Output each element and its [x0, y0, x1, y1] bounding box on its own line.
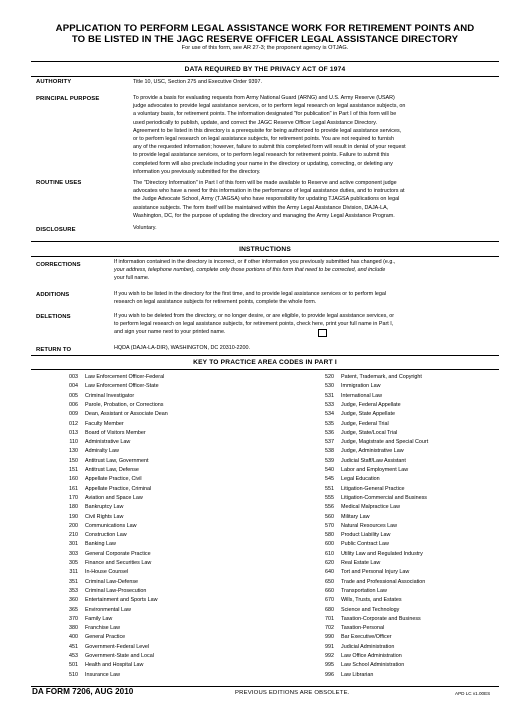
practice-code-name: Family Law [85, 615, 113, 622]
practice-code-name: Judge, Federal Appellate [341, 401, 401, 408]
practice-code-number: 990 [325, 634, 334, 641]
practice-code-name: In-House Counsel [85, 569, 129, 576]
practice-code-number: 560 [325, 513, 334, 520]
form-subtitle: For use of this form, see AR 27-3; the proponent agency is OTJAG. [181, 45, 349, 51]
practice-code-number: 991 [325, 643, 334, 650]
practice-code-name: Admiralty Law [85, 448, 119, 455]
practice-code-number: 580 [325, 532, 334, 539]
practice-code-name: Civil Rights Law [85, 513, 124, 520]
previous-editions-notice: PREVIOUS EDITIONS ARE OBSOLETE. [235, 690, 350, 696]
practice-code-number: 510 [69, 671, 78, 678]
practice-code-number: 600 [325, 541, 334, 548]
practice-code-name: Appellate Practice, Criminal [85, 485, 152, 492]
form-title-line-2: TO BE LISTED IN THE JAGC RESERVE OFFICER LEGAL ASSISTANCE DIRECTORY [71, 34, 459, 45]
practice-code-number: 538 [325, 448, 334, 455]
practice-code-name: Wills, Trusts, and Estates [341, 597, 402, 604]
practice-code-name: Law School Administration [341, 662, 405, 669]
disclosure-label: DISCLOSURE [36, 227, 76, 233]
practice-code-number: 006 [69, 401, 78, 408]
practice-code-name: Aviation and Space Law [85, 494, 143, 501]
practice-code-number: 540 [325, 467, 334, 473]
practice-code-number: 353 [69, 587, 78, 594]
practice-code-number: 536 [325, 429, 334, 436]
practice-code-name: Insurance Law [85, 671, 121, 678]
practice-code-name: Judicial Staff/Law Assistant [341, 457, 406, 464]
practice-code-number: 555 [325, 494, 334, 501]
practice-code-name: Faculty Member [85, 420, 124, 427]
practice-code-name: Immigration Law [341, 383, 381, 390]
return-to-label: RETURN TO [36, 347, 72, 353]
practice-code-number: 533 [325, 401, 334, 408]
practice-code-number: 009 [69, 411, 78, 418]
practice-code-name: Franchise Law [85, 625, 121, 632]
practice-code-number: 150 [69, 457, 78, 464]
practice-code-number: 996 [325, 671, 334, 678]
practice-code-number: 701 [325, 615, 334, 622]
practice-codes-left-column [58, 374, 278, 694]
practice-code-name: Trade and Professional Association [341, 578, 426, 585]
principal-purpose-text: To provide a basis for evaluating requests from Army National Guard (ARNG) and U.S. Army Reserve (USAR) judge advocates to provide legal assistance services, or to perform legal research on legal assistance subjects, on a voluntary basis, for retirement points. The information designated "for publication" in Part I of this form will be used periodically to publish, update, and correct the JAGC Reserve Officer Legal Assistance Directory. Agreement to be listed in this directory is a prerequisite for being authorized to provide legal assistance services, or to perform legal research on legal assistance subjects, for retirement points. You are not required to furnish any of the requested information; however, failure to submit this completed form will result in denial of your request to provide legal assistance services, or to perform legal research for retirement points. Failure to submit this completed form will also preclude including your name in the directory or updating, correcting, or deleting any information you previously submitted for the directory. [133, 95, 406, 175]
form-number: DA FORM 7206, AUG 2010 [32, 687, 134, 696]
practice-code-number: 190 [69, 513, 78, 520]
divider [31, 355, 499, 356]
practice-code-number: 301 [69, 541, 78, 548]
practice-code-name: Dean, Assistant or Associate Dean [85, 411, 168, 418]
practice-code-number: 995 [325, 662, 334, 669]
practice-code-number: 537 [325, 439, 334, 446]
practice-code-number: 360 [69, 597, 78, 604]
practice-code-name: Law Enforcement Officer-Federal [85, 374, 165, 380]
divider [31, 256, 499, 257]
practice-code-number: 702 [325, 625, 334, 632]
practice-codes-heading: KEY TO PRACTICE AREA CODES IN PART I [193, 359, 337, 366]
practice-code-name: Science and Technology [341, 606, 400, 613]
deletions-text: If you wish to be deleted from the directory, or no longer desire, or are eligible, to provide legal assistance services, or to perform legal research on legal assistance subjects, for retirement points, check here, print your full name in Part I, and sign your name next to your printed name. [114, 313, 395, 336]
practice-code-number: 012 [69, 420, 78, 427]
authority-text: Title 10, USC, Section 275 and Executive Order 9397. [133, 79, 262, 85]
practice-code-name: Communications Law [85, 522, 137, 529]
practice-code-number: 520 [325, 374, 334, 380]
practice-code-name: Government-Federal Level [85, 643, 150, 650]
practice-code-name: Military Law [341, 513, 370, 520]
practice-code-number: 670 [325, 597, 334, 604]
practice-code-number: 380 [69, 625, 78, 632]
practice-code-number: 620 [325, 560, 334, 566]
instructions-heading: INSTRUCTIONS [239, 246, 291, 253]
practice-code-number: 110 [69, 439, 78, 446]
authority-label: AUTHORITY [36, 79, 72, 85]
practice-code-number: 556 [325, 504, 334, 511]
practice-code-number: 650 [325, 578, 334, 585]
practice-code-number: 370 [69, 615, 78, 622]
practice-code-name: Entertainment and Sports Law [85, 597, 158, 604]
practice-code-name: Judicial Administration [341, 643, 395, 650]
practice-code-number: 130 [69, 448, 78, 455]
delete-from-directory-checkbox[interactable] [318, 329, 327, 337]
practice-code-name: Antitrust Law, Defense [85, 467, 139, 473]
practice-code-number: 535 [325, 420, 334, 427]
practice-code-name: Banking Law [85, 541, 116, 548]
practice-code-name: Tort and Personal Injury Law [341, 569, 410, 576]
practice-code-number: 531 [325, 392, 334, 399]
routine-uses-text: The "Directory Information" in Part I of this form will be made available to Reserve and active component judge advocates who have a need for this information in the performance of legal assistance duties, and to instructors at the Judge Advocate School, Army (TJAGSA) who have responsibility for updating TJAGSA publications on legal assistance subjects. The form itself will be maintained within the Army Legal Assistance Division, DAJA-LA, Washington, DC, for the purpose of updating the directory and managing the Army Legal Assistance Program. [133, 180, 405, 219]
form-title-line-1: APPLICATION TO PERFORM LEGAL ASSISTANCE WORK FOR RETIREMENT POINTS AND [55, 23, 475, 34]
practice-code-number: 680 [325, 606, 334, 613]
practice-code-name: Judge, Administrative Law [341, 448, 404, 455]
practice-code-number: 453 [69, 653, 78, 659]
practice-code-name: Bankruptcy Law [85, 504, 124, 511]
return-to-address: HQDA (DAJA-LA-DIR), WASHINGTON, DC 20310-2200. [114, 345, 250, 351]
practice-code-name: Taxation-Corporate and Business [341, 615, 421, 622]
deletions-label: DELETIONS [36, 314, 71, 320]
principal-purpose-label: PRINCIPAL PURPOSE [36, 96, 100, 102]
practice-code-name: Parole, Probation, or Corrections [85, 401, 164, 408]
practice-code-number: 305 [69, 560, 78, 566]
practice-code-number: 640 [325, 569, 334, 576]
practice-code-name: International Law [341, 392, 383, 399]
practice-code-number: 180 [69, 504, 78, 511]
practice-code-number: 539 [325, 457, 334, 464]
divider [31, 76, 499, 77]
practice-code-number: 311 [69, 569, 78, 576]
practice-code-name: Public Contract Law [341, 541, 389, 548]
practice-code-name: Real Estate Law [341, 560, 381, 566]
practice-code-name: Judge, Magistrate and Special Court [341, 439, 429, 446]
divider [31, 241, 499, 242]
practice-code-number: 151 [69, 467, 78, 473]
practice-code-name: General Practice [85, 634, 126, 641]
practice-code-number: 161 [69, 485, 78, 492]
practice-code-name: Litigation-Commercial and Business [341, 494, 427, 501]
practice-code-number: 451 [69, 643, 78, 650]
practice-code-number: 351 [69, 578, 78, 585]
practice-code-name: Natural Resources Law [341, 522, 398, 529]
practice-code-name: Administrative Law [85, 439, 131, 446]
practice-code-name: Bar Executive/Officer [341, 634, 392, 641]
additions-label: ADDITIONS [36, 292, 70, 298]
practice-code-number: 003 [69, 374, 78, 380]
corrections-label: CORRECTIONS [36, 262, 81, 268]
practice-code-number: 200 [69, 522, 78, 529]
practice-code-name: Taxation-Personal [341, 625, 385, 632]
practice-code-name: Law Office Administration [341, 653, 402, 659]
practice-code-number: 005 [69, 392, 78, 399]
practice-code-number: 400 [69, 634, 78, 641]
disclosure-text: Voluntary. [133, 225, 157, 231]
practice-code-name: Antitrust Law, Government [85, 457, 149, 464]
practice-code-number: 534 [325, 411, 334, 418]
additions-text: If you wish to be listed in the directory for the first time, and to provide legal assistance services or to perform legal research on legal assistance subjects for retirement points, complete the whole form. [114, 291, 387, 306]
practice-code-name: Utility Law and Regulated Industry [341, 550, 423, 557]
practice-code-name: Law Enforcement Officer-State [85, 383, 159, 390]
practice-code-number: 530 [325, 383, 334, 390]
practice-code-name: Transportation Law [341, 587, 387, 594]
practice-code-number: 170 [69, 494, 78, 501]
practice-code-name: Judge, State Appellate [341, 411, 395, 418]
practice-code-number: 610 [325, 550, 334, 557]
practice-code-name: Government-State and Local [85, 653, 154, 659]
practice-code-name: Litigation-General Practice [341, 485, 405, 492]
practice-code-number: 365 [69, 606, 78, 613]
practice-code-number: 303 [69, 550, 78, 557]
practice-code-number: 004 [69, 383, 78, 390]
practice-code-name: Labor and Employment Law [341, 467, 409, 473]
practice-code-name: General Corporate Practice [85, 550, 151, 557]
practice-code-number: 160 [69, 476, 78, 483]
practice-code-name: Construction Law [85, 532, 127, 539]
practice-code-name: Medical Malpractice Law [341, 504, 401, 511]
divider [31, 61, 499, 62]
practice-code-number: 551 [325, 485, 334, 492]
practice-code-name: Legal Education [341, 476, 380, 483]
practice-code-number: 210 [69, 532, 78, 539]
practice-code-name: Board of Visitors Member [85, 429, 146, 436]
practice-code-name: Criminal Law-Prosecution [85, 587, 147, 594]
practice-code-number: 992 [325, 653, 334, 659]
practice-code-number: 013 [69, 429, 78, 436]
practice-code-name: Product Liability Law [341, 532, 391, 539]
practice-code-name: Finance and Securities Law [85, 560, 152, 566]
practice-codes-right-column [314, 374, 514, 694]
routine-uses-label: ROUTINE USES [36, 180, 82, 186]
practice-code-name: Criminal Law-Defense [85, 578, 139, 585]
practice-code-name: Judge, Federal Trial [341, 420, 389, 427]
practice-code-number: 660 [325, 587, 334, 594]
practice-code-name: Environmental Law [85, 606, 131, 613]
apd-version: APD LC v1.00ES [455, 691, 491, 696]
divider [31, 369, 499, 370]
practice-code-number: 545 [325, 476, 334, 483]
corrections-text: If information contained in the directory is incorrect, or if other information you previously submitted has changed (e.g., your address, telephone number), complete only those portions of this form that need to be corrected, and include your full name. [114, 259, 396, 282]
practice-code-name: Law Librarian [341, 671, 374, 678]
privacy-act-heading: DATA REQUIRED BY THE PRIVACY ACT OF 1974 [184, 66, 346, 73]
practice-code-number: 501 [69, 662, 78, 669]
practice-code-name: Patent, Trademark, and Copyright [341, 374, 422, 380]
practice-code-name: Judge, State/Local Trial [341, 429, 398, 436]
practice-code-name: Appellate Practice, Civil [85, 476, 142, 483]
practice-code-name: Health and Hospital Law [85, 662, 144, 669]
practice-code-name: Criminal Investigator [85, 392, 135, 399]
practice-code-number: 570 [325, 522, 334, 529]
